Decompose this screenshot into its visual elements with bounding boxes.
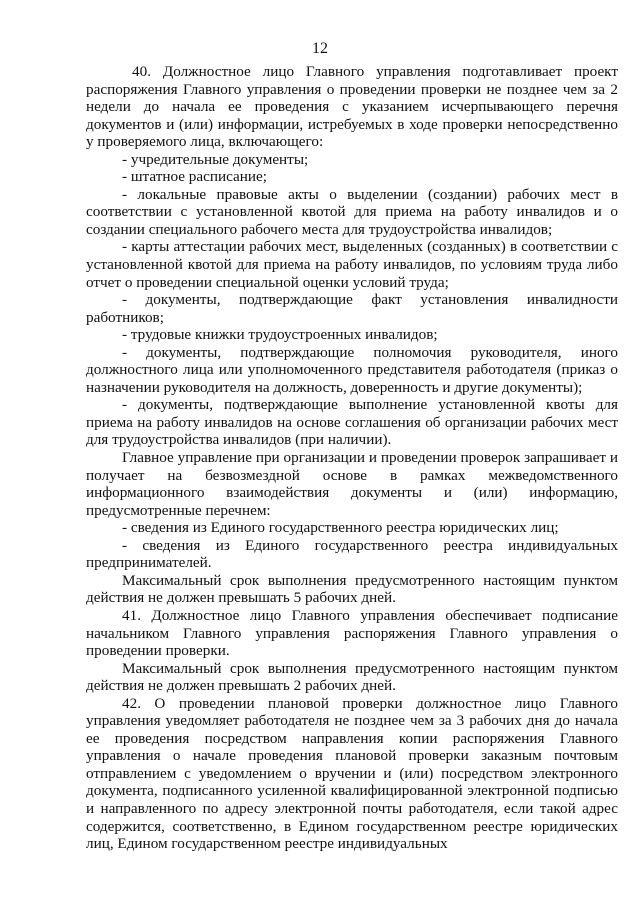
paragraph-deadline-5-days: Максимальный срок выполнения предусмотренного настоящим пунктом действия не должен превышать 5 рабочих дней. <box>86 571 618 607</box>
paragraph-deadline-2-days: Максимальный срок выполнения предусмотренного настоящим пунктом действия не должен превышать 2 рабочих дней. <box>86 659 618 695</box>
paragraph-interagency-request: Главное управление при организации и проведении проверок запрашивает и получает на безвозмездной основе в рамках межведомственного информационного взаимодействия документы и (или) информацию, предусмотренные перечнем: <box>86 449 618 519</box>
list-item: - документы, подтверждающие полномочия руководителя, иного должностного лица или уполномоченного представителя работодателя (приказ о назначении руководителя на должность, доверенность и другие документы); <box>86 343 618 396</box>
list-item: - трудовые книжки трудоустроенных инвалидов; <box>122 326 438 344</box>
list-item: - документы, подтверждающие выполнение установленной квоты для приема на работу инвалидов на основе соглашения об организации рабочих мест для трудоустройства инвалидов (при наличии). <box>86 396 618 449</box>
list-item: - учредительные документы; <box>122 150 309 168</box>
list-item: - сведения из Единого государственного реестра индивидуальных предпринимателей. <box>86 536 618 572</box>
list-item: - локальные правовые акты о выделении (создании) рабочих мест в соответствии с установленной квотой для приема на работу инвалидов и о создании специального рабочего места для трудоустройства инвалидов; <box>86 185 618 238</box>
list-item: - документы, подтверждающие факт установления инвалидности работников; <box>86 291 618 326</box>
paragraph-41: 41. Должностное лицо Главного управления обеспечивает подписание начальником Главного управления распоряжения Главного управления о проведении проверки. <box>86 606 618 660</box>
list-item: - сведения из Единого государственного реестра юридических лиц; <box>122 519 559 537</box>
paragraph-40: 40. Должностное лицо Главного управления подготавливает проект распоряжения Главного управления о проведении проверки не позднее чем за 2 недели до начала ее проведения с указанием исчерпывающего перечня документов и (или) информации, истребуемых в ходе проверки непосредственно у проверяемого лица, включающего: <box>86 63 618 151</box>
list-item: - штатное расписание; <box>122 168 268 186</box>
document-body <box>86 63 618 853</box>
list-item: - карты аттестации рабочих мест, выделенных (созданных) в соответствии с установленной квотой для приема на работу инвалидов, по условиям труда либо отчет о проведении специальной оценки условий труда; <box>86 238 618 291</box>
paragraph-42: 42. О проведении плановой проверки должностное лицо Главного управления уведомляет работодателя не позднее чем за 3 рабочих дня до начала ее проведения посредством направления копии распоряжения Главного управления о начале проведения плановой проверки заказным почтовым отправлением с уведомлением о вручении и (или) посредством электронного документа, подписанного усиленной квалифицированной электронной подписью и направленного по адресу электронной почты работодателя, если такой адрес содержится, соответственно, в Едином государственном реестре юридических лиц, Едином государственном реестре индивидуальных <box>86 694 618 853</box>
page-number: 12 <box>312 40 328 57</box>
